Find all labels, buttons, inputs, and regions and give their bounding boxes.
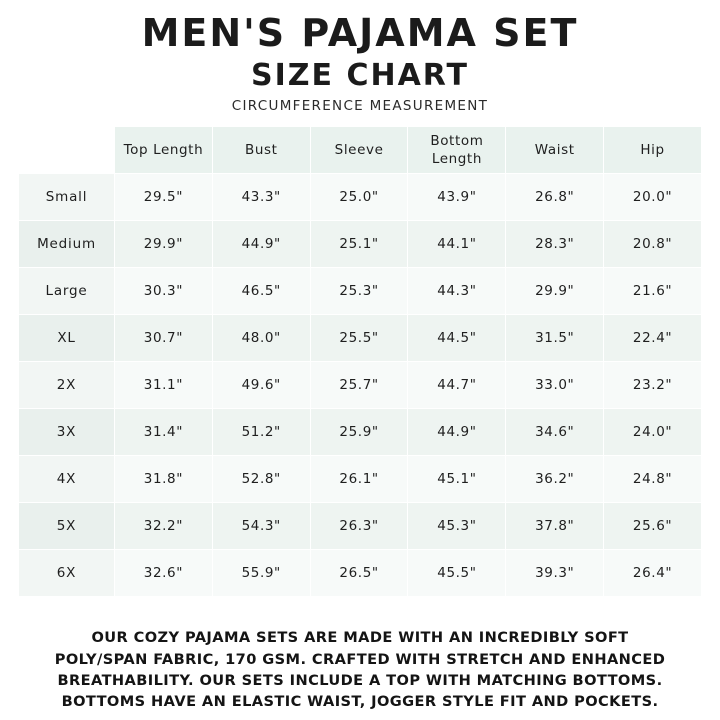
cell-6x-sleeve: 26.5": [310, 550, 408, 597]
column-header-top-length: Top Length: [115, 127, 213, 174]
row-label-medium: Medium: [19, 221, 115, 268]
cell-6x-bust: 55.9": [212, 550, 310, 597]
cell-xl-hip: 22.4": [604, 315, 702, 362]
cell-xl-bust: 48.0": [212, 315, 310, 362]
cell-large-waist: 29.9": [506, 268, 604, 315]
cell-4x-bust: 52.8": [212, 456, 310, 503]
column-header-waist: Waist: [506, 127, 604, 174]
column-header-bottom-length: Bottom Length: [408, 127, 506, 174]
cell-medium-bust: 44.9": [212, 221, 310, 268]
footer-line-2: POLY/SPAN FABRIC, 170 GSM. CRAFTED WITH STRETCH AND ENHANCED: [54, 650, 666, 668]
cell-6x-bottom-length: 45.5": [408, 550, 506, 597]
cell-small-top-length: 29.5": [115, 174, 213, 221]
column-header-hip: Hip: [604, 127, 702, 174]
cell-3x-hip: 24.0": [604, 409, 702, 456]
cell-6x-hip: 26.4": [604, 550, 702, 597]
table-row: [19, 456, 702, 503]
cell-6x-top-length: 32.6": [115, 550, 213, 597]
cell-small-sleeve: 25.0": [310, 174, 408, 221]
row-label-xl: XL: [19, 315, 115, 362]
cell-xl-sleeve: 25.5": [310, 315, 408, 362]
table-row: [19, 503, 702, 550]
cell-4x-top-length: 31.8": [115, 456, 213, 503]
size-chart-table: [18, 126, 702, 597]
row-label-6x: 6X: [19, 550, 115, 597]
measurement-note: CIRCUMFERENCE MEASUREMENT: [231, 98, 489, 115]
cell-5x-bottom-length: 45.3": [408, 503, 506, 550]
page-title: MEN'S PAJAMA SET: [141, 11, 579, 55]
cell-5x-sleeve: 26.3": [310, 503, 408, 550]
cell-small-hip: 20.0": [604, 174, 702, 221]
cell-medium-sleeve: 25.1": [310, 221, 408, 268]
cell-xl-bottom-length: 44.5": [408, 315, 506, 362]
cell-3x-top-length: 31.4": [115, 409, 213, 456]
cell-large-sleeve: 25.3": [310, 268, 408, 315]
table-row: [19, 268, 702, 315]
cell-3x-bottom-length: 44.9": [408, 409, 506, 456]
cell-2x-bottom-length: 44.7": [408, 362, 506, 409]
cell-5x-bust: 54.3": [212, 503, 310, 550]
table-corner-cell: [19, 127, 115, 174]
cell-large-top-length: 30.3": [115, 268, 213, 315]
page-subtitle: SIZE CHART: [250, 57, 470, 93]
cell-6x-waist: 39.3": [506, 550, 604, 597]
table-row: [19, 315, 702, 362]
cell-5x-hip: 25.6": [604, 503, 702, 550]
row-label-2x: 2X: [19, 362, 115, 409]
cell-medium-waist: 28.3": [506, 221, 604, 268]
cell-3x-waist: 34.6": [506, 409, 604, 456]
cell-2x-hip: 23.2": [604, 362, 702, 409]
footer-line-4: BOTTOMS HAVE AN ELASTIC WAIST, JOGGER STYLE FIT AND POCKETS.: [61, 692, 659, 710]
footer-description: [0, 627, 720, 712]
cell-4x-hip: 24.8": [604, 456, 702, 503]
row-label-small: Small: [19, 174, 115, 221]
cell-4x-waist: 36.2": [506, 456, 604, 503]
cell-medium-top-length: 29.9": [115, 221, 213, 268]
cell-5x-top-length: 32.2": [115, 503, 213, 550]
cell-5x-waist: 37.8": [506, 503, 604, 550]
cell-3x-bust: 51.2": [212, 409, 310, 456]
cell-2x-top-length: 31.1": [115, 362, 213, 409]
table-row: [19, 174, 702, 221]
size-chart-table-wrap: [18, 126, 702, 597]
cell-large-bust: 46.5": [212, 268, 310, 315]
table-row: [19, 409, 702, 456]
cell-3x-sleeve: 25.9": [310, 409, 408, 456]
cell-large-bottom-length: 44.3": [408, 268, 506, 315]
table-row: [19, 362, 702, 409]
table-header-row: [19, 127, 702, 174]
cell-small-waist: 26.8": [506, 174, 604, 221]
cell-small-bust: 43.3": [212, 174, 310, 221]
cell-4x-bottom-length: 45.1": [408, 456, 506, 503]
page-header: [0, 0, 720, 114]
cell-large-hip: 21.6": [604, 268, 702, 315]
row-label-4x: 4X: [19, 456, 115, 503]
table-row: [19, 550, 702, 597]
cell-medium-hip: 20.8": [604, 221, 702, 268]
cell-2x-bust: 49.6": [212, 362, 310, 409]
cell-4x-sleeve: 26.1": [310, 456, 408, 503]
cell-xl-waist: 31.5": [506, 315, 604, 362]
cell-medium-bottom-length: 44.1": [408, 221, 506, 268]
row-label-5x: 5X: [19, 503, 115, 550]
row-label-3x: 3X: [19, 409, 115, 456]
row-label-large: Large: [19, 268, 115, 315]
column-header-sleeve: Sleeve: [310, 127, 408, 174]
cell-2x-waist: 33.0": [506, 362, 604, 409]
footer-line-1: OUR COZY PAJAMA SETS ARE MADE WITH AN INCREDIBLY SOFT: [91, 629, 629, 647]
footer-line-3: BREATHABILITY. OUR SETS INCLUDE A TOP WITH MATCHING BOTTOMS.: [57, 671, 663, 689]
cell-2x-sleeve: 25.7": [310, 362, 408, 409]
column-header-bust: Bust: [212, 127, 310, 174]
table-row: [19, 221, 702, 268]
cell-xl-top-length: 30.7": [115, 315, 213, 362]
cell-small-bottom-length: 43.9": [408, 174, 506, 221]
